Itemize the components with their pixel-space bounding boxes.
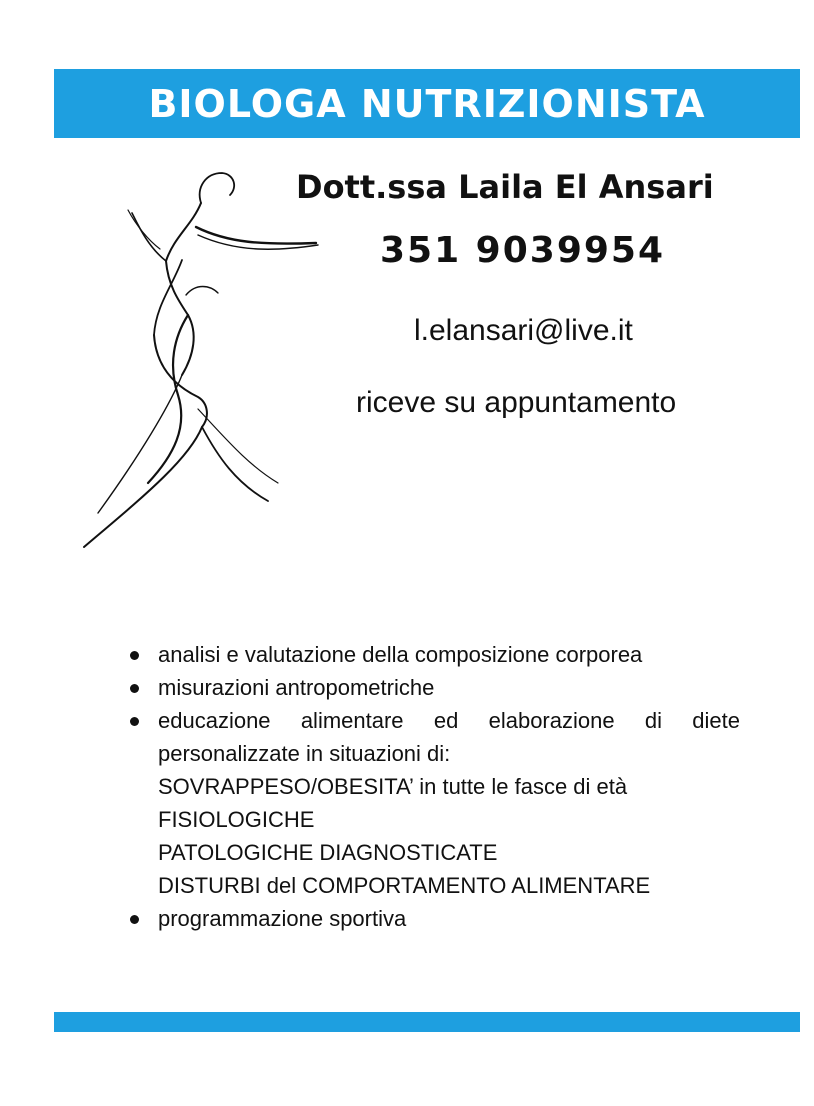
bullet-icon [130,684,139,693]
page-title: BIOLOGA NUTRIZIONISTA [148,81,706,126]
service-item-text: misurazioni antropometriche [158,675,435,700]
diet-detail-line: PATOLOGICHE DIAGNOSTICATE [158,840,498,865]
dancing-figure-line-art-icon [78,165,328,555]
list-item [120,638,740,671]
list-item [120,902,740,935]
appointment-note: riceve su appuntamento [356,386,677,419]
email-address: l.elansari@live.it [414,314,633,347]
phone-number: 351 9039954 [380,230,666,271]
footer-bar [54,1012,800,1032]
header-banner [54,69,800,138]
service-item-text: analisi e valutazione della composizione corporea [158,642,643,667]
list-item [120,671,740,704]
bullet-icon [130,915,139,924]
diet-detail-line: DISTURBI del COMPORTAMENTO ALIMENTARE [158,873,651,898]
list-item [120,704,740,902]
doctor-name: Dott.ssa Laila El Ansari [296,168,714,206]
service-item-text: educazione alimentare ed elaborazione di diete [158,708,740,733]
bullet-icon [130,717,139,726]
diet-detail-line: SOVRAPPESO/OBESITA’ in tutte le fasce di età [158,774,628,799]
bullet-icon [130,651,139,660]
service-item-text: programmazione sportiva [158,906,407,931]
services-list [120,638,740,935]
diet-detail-line: personalizzate in situazioni di: [158,741,451,766]
diet-detail-line: FISIOLOGICHE [158,807,315,832]
